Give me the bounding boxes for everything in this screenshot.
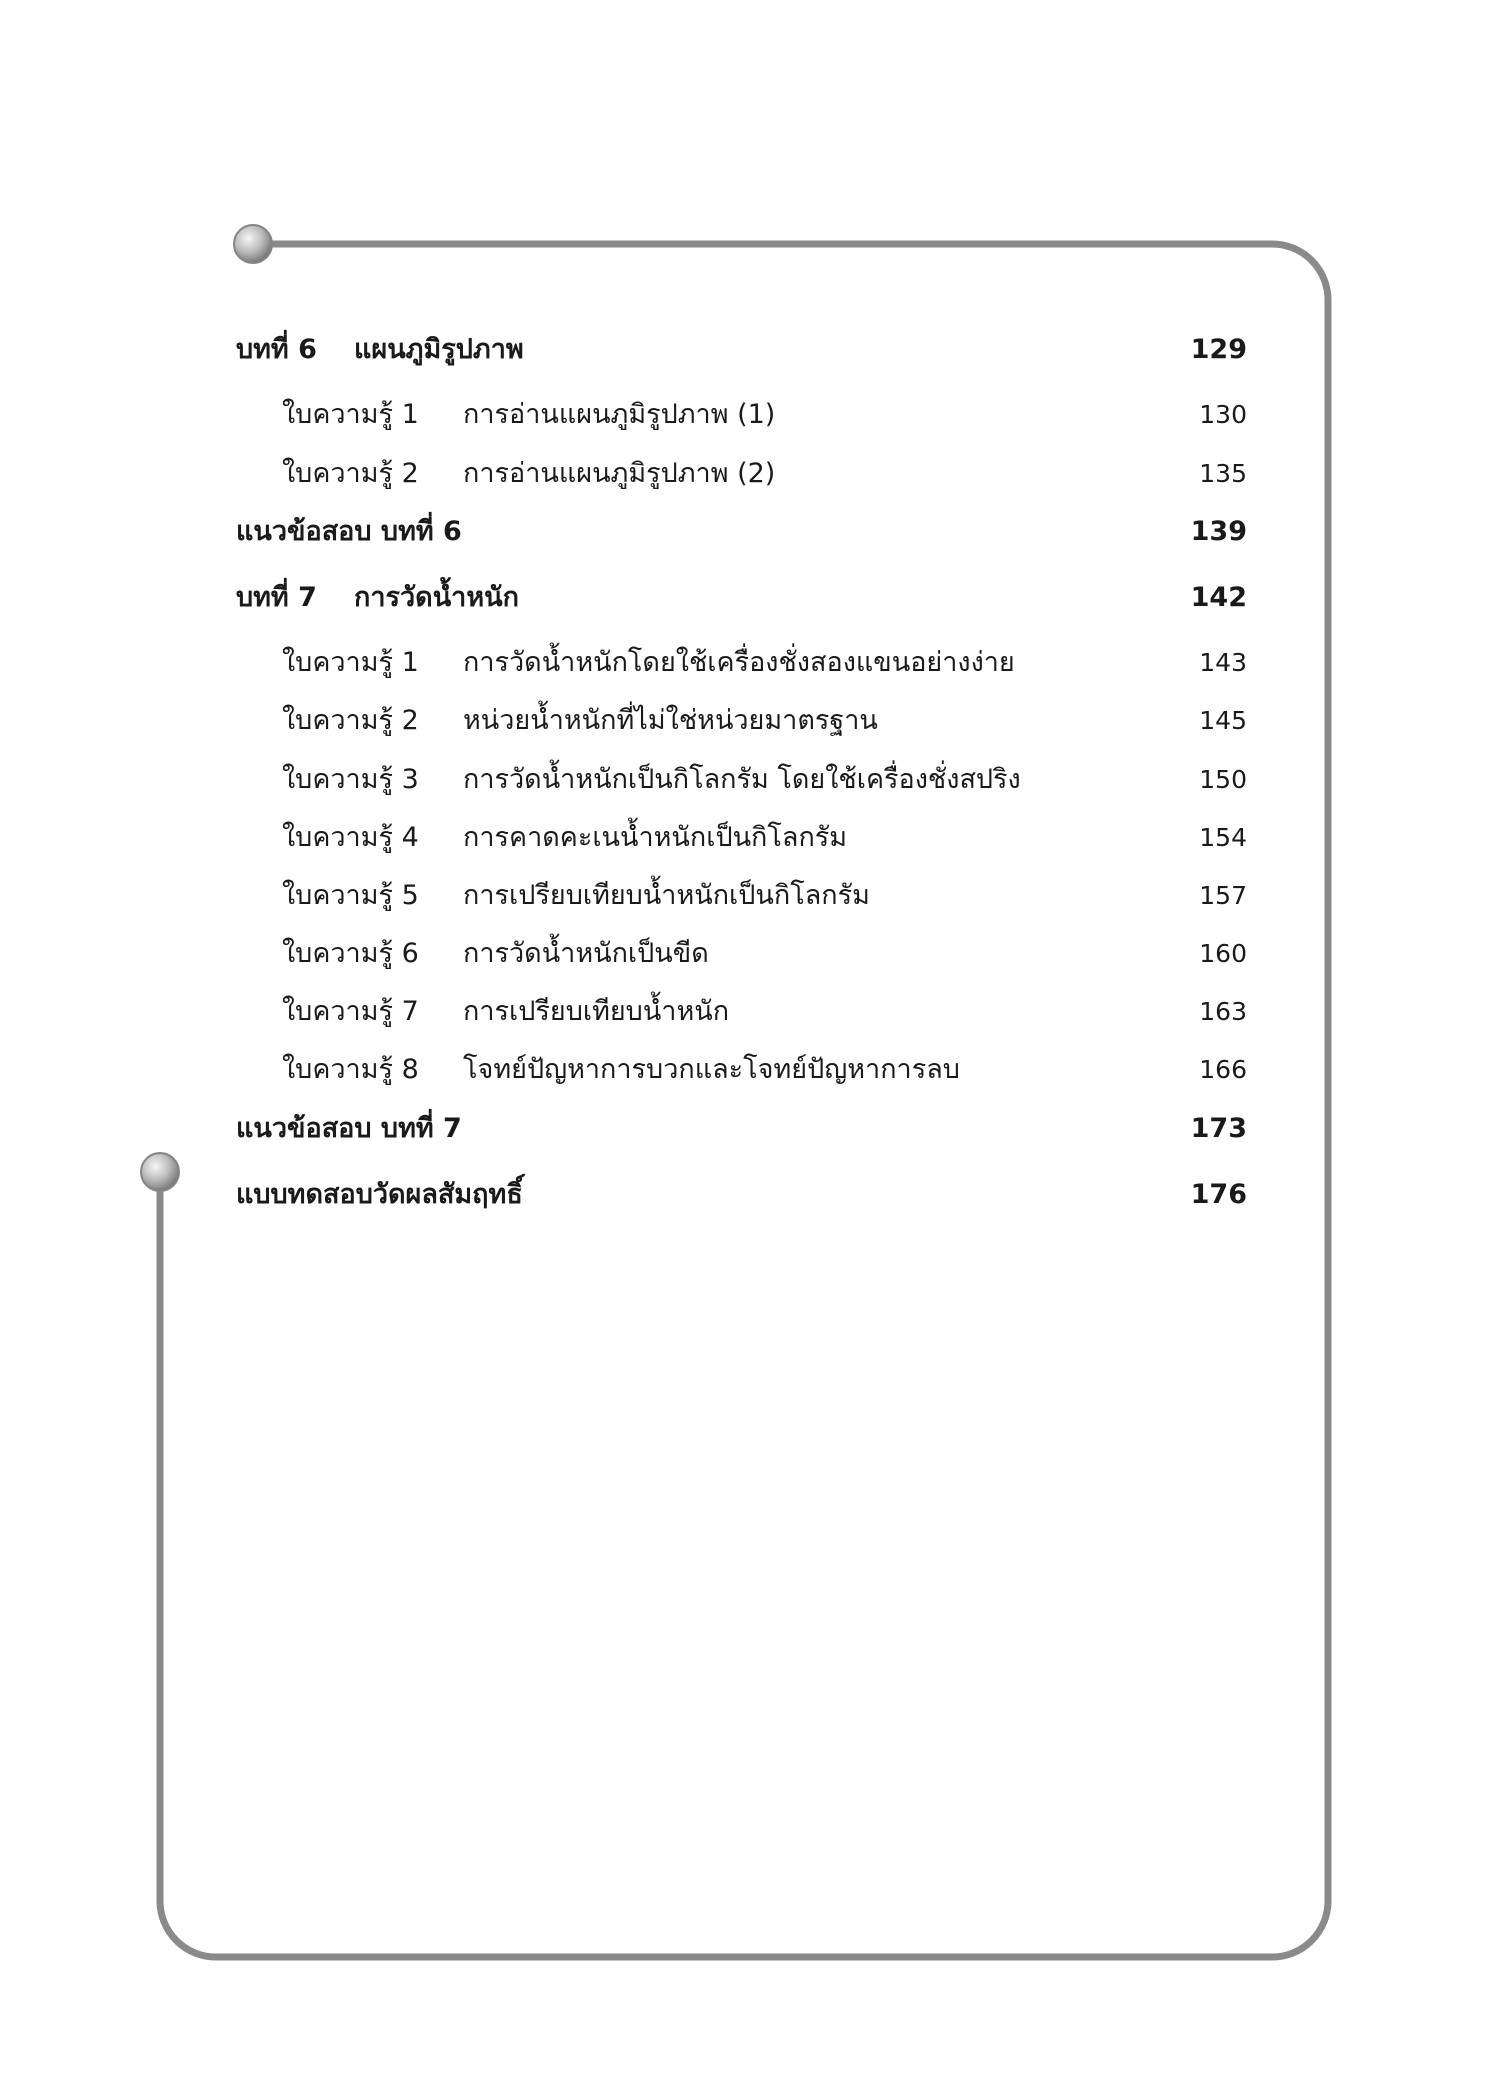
toc-section [0, 699, 1504, 743]
section-title: การวัดน้ำหนักเป็นกิโลกรัม โดยใช้เครื่องชั่งสปริง [463, 764, 1021, 795]
section-label: ใบความรู้ 1 [282, 647, 419, 678]
toc-chapter-7 [0, 576, 1504, 620]
section-label: ใบความรู้ 3 [282, 764, 419, 795]
page-number: 157 [1199, 881, 1247, 910]
section-title: การวัดน้ำหนักเป็นขีด [463, 938, 709, 969]
section-label: ใบความรู้ 2 [282, 458, 419, 489]
section-label: ใบความรู้ 7 [282, 996, 419, 1027]
section-title: โจทย์ปัญหาการบวกและโจทย์ปัญหาการลบ [463, 1054, 960, 1085]
exam-title: แนวข้อสอบ บทที่ 7 [236, 1113, 462, 1144]
toc-achievement-test [0, 1173, 1504, 1217]
toc-section [0, 452, 1504, 496]
toc-chapter-7-exam [0, 1107, 1504, 1151]
page-number: 154 [1199, 823, 1247, 852]
page-number: 166 [1199, 1055, 1247, 1084]
achievement-test-title: แบบทดสอบวัดผลสัมฤทธิ์ [236, 1179, 523, 1210]
chapter-title: การวัดน้ำหนัก [354, 582, 519, 613]
section-title: หน่วยน้ำหนักที่ไม่ใช่หน่วยมาตรฐาน [463, 705, 878, 736]
toc-chapter-6-exam [0, 510, 1504, 554]
toc-section [0, 990, 1504, 1034]
page-number: 145 [1199, 706, 1247, 735]
page-number: 139 [1190, 516, 1247, 547]
section-label: ใบความรู้ 1 [282, 399, 419, 430]
section-label: ใบความรู้ 6 [282, 938, 419, 969]
chapter-label: บทที่ 6 [236, 334, 317, 365]
section-title: การคาดคะเนน้ำหนักเป็นกิโลกรัม [463, 822, 848, 853]
section-title: การวัดน้ำหนักโดยใช้เครื่องชั่งสองแขนอย่างง่าย [463, 647, 1015, 678]
section-title: การเปรียบเทียบน้ำหนักเป็นกิโลกรัม [463, 880, 870, 911]
page-number: 130 [1199, 400, 1247, 429]
toc-chapter-6 [0, 328, 1504, 372]
section-label: ใบความรู้ 8 [282, 1054, 419, 1085]
page-number: 135 [1199, 459, 1247, 488]
chapter-title: แผนภูมิรูปภาพ [354, 334, 524, 365]
toc-section [0, 816, 1504, 860]
toc-section [0, 932, 1504, 976]
section-title: การอ่านแผนภูมิรูปภาพ (1) [463, 399, 776, 430]
section-title: การอ่านแผนภูมิรูปภาพ (2) [463, 458, 776, 489]
page-number: 129 [1190, 334, 1247, 365]
chapter-label: บทที่ 7 [236, 582, 317, 613]
section-label: ใบความรู้ 5 [282, 880, 419, 911]
page-number: 176 [1190, 1179, 1247, 1210]
toc-section [0, 393, 1504, 437]
page-number: 150 [1199, 765, 1247, 794]
exam-title: แนวข้อสอบ บทที่ 6 [236, 516, 462, 547]
toc-section [0, 1048, 1504, 1092]
page-number: 160 [1199, 939, 1247, 968]
page-number: 143 [1199, 648, 1247, 677]
toc-section [0, 758, 1504, 802]
section-title: การเปรียบเทียบน้ำหนัก [463, 996, 730, 1027]
toc-section [0, 874, 1504, 918]
page-number: 173 [1190, 1113, 1247, 1144]
page-number: 163 [1199, 997, 1247, 1026]
page-number: 142 [1190, 582, 1247, 613]
section-label: ใบความรู้ 2 [282, 705, 419, 736]
section-label: ใบความรู้ 4 [282, 822, 419, 853]
toc-section [0, 641, 1504, 685]
